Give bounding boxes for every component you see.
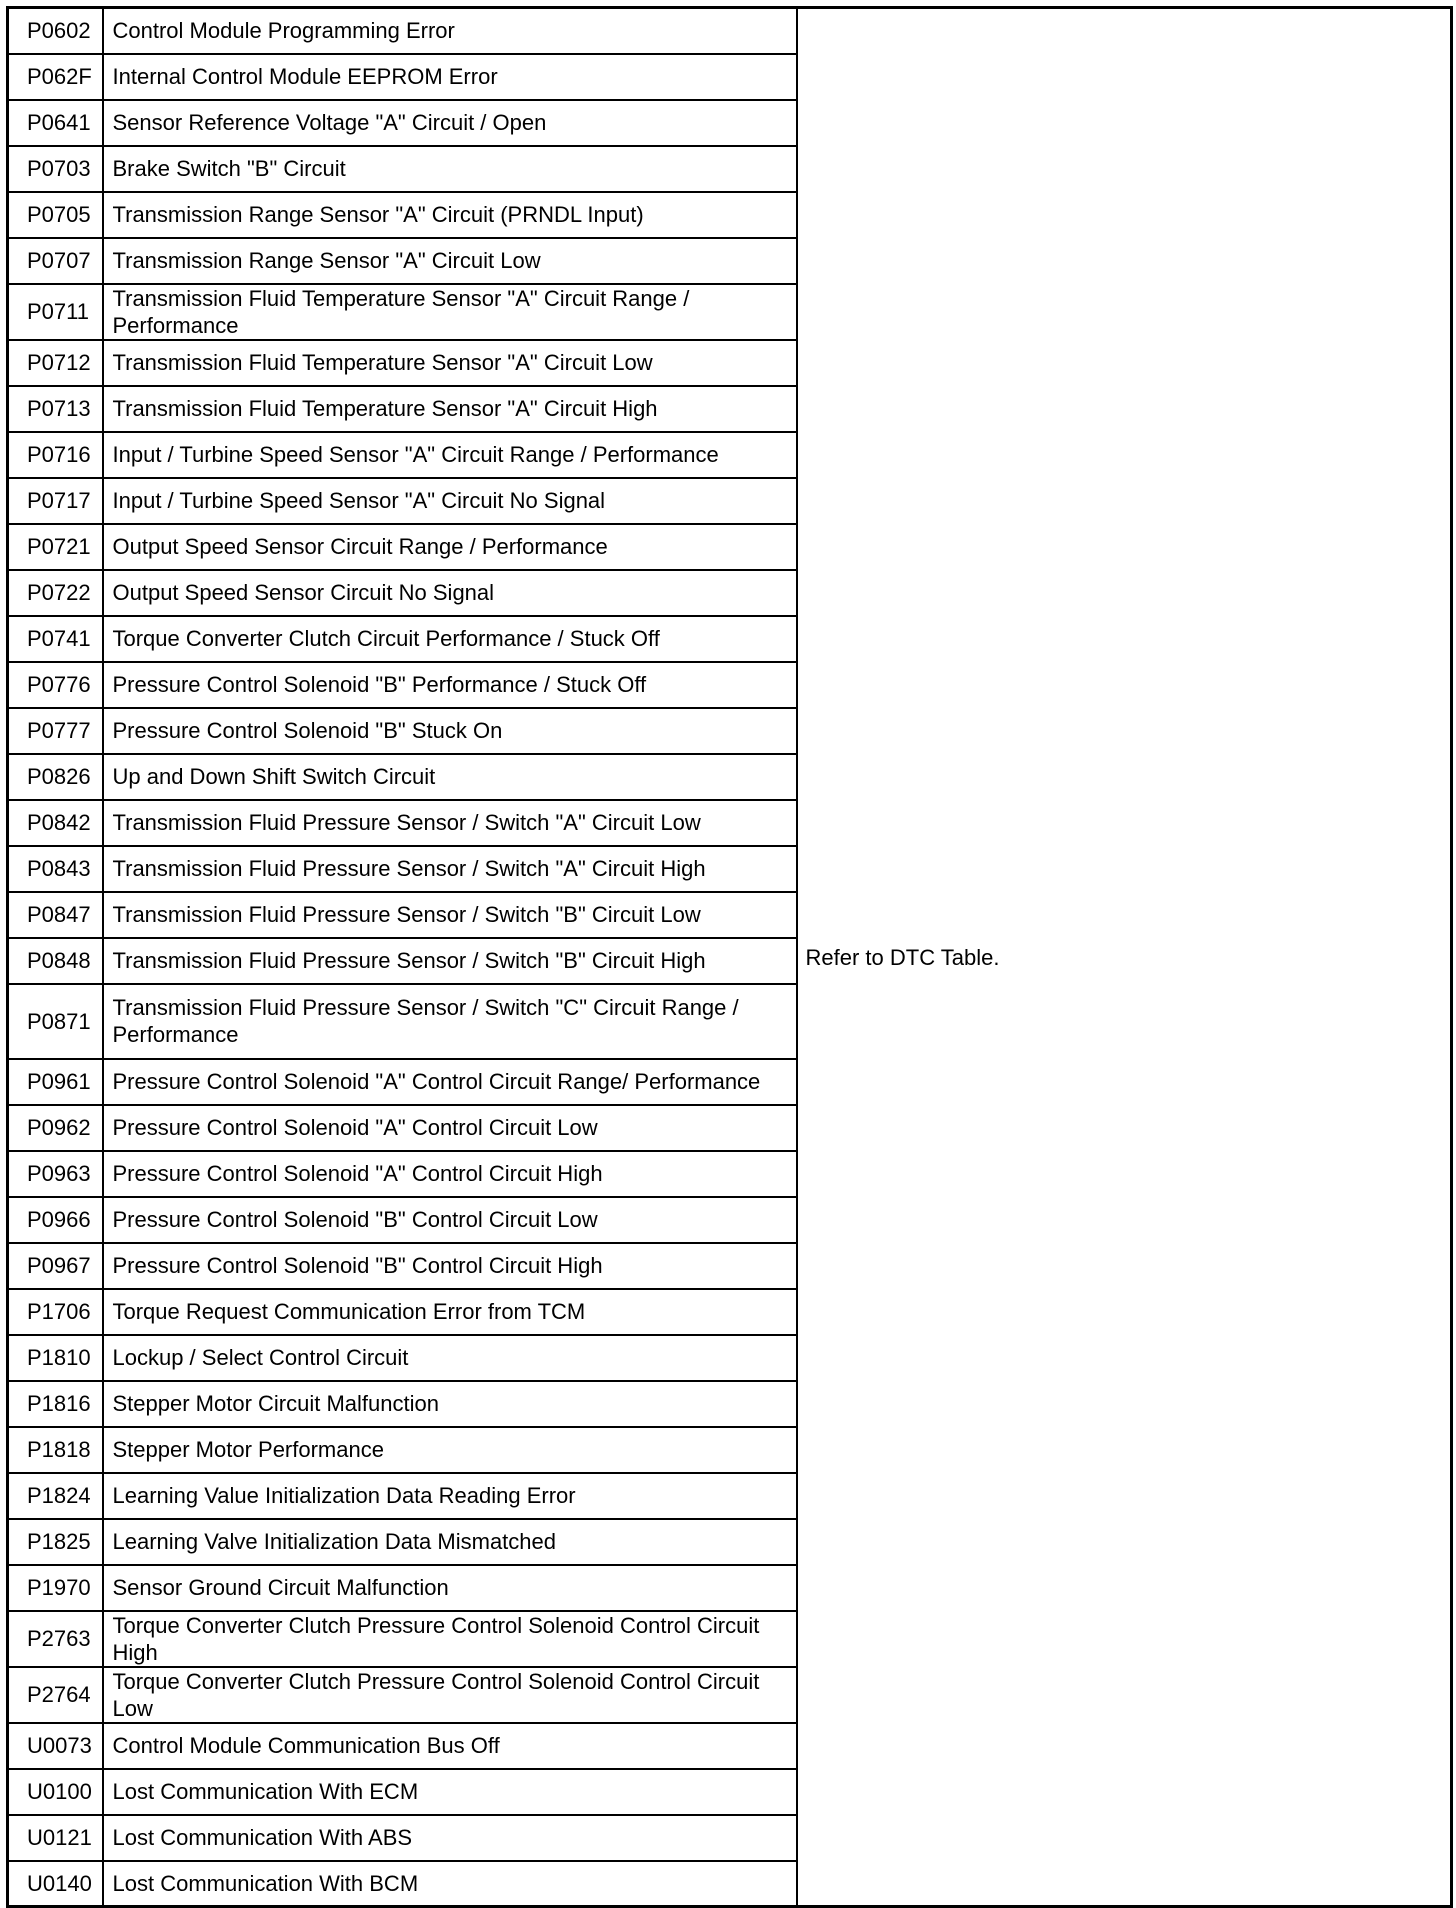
dtc-code-cell: P0716 xyxy=(8,432,103,478)
dtc-description-cell: Torque Converter Clutch Pressure Control Solenoid Control Circuit High xyxy=(103,1611,797,1667)
dtc-code-cell: P0966 xyxy=(8,1197,103,1243)
dtc-code-cell: P0602 xyxy=(8,8,103,54)
dtc-description-cell: Stepper Motor Performance xyxy=(103,1427,797,1473)
dtc-description-cell: Control Module Communication Bus Off xyxy=(103,1723,797,1769)
dtc-code-cell: U0140 xyxy=(8,1861,103,1907)
dtc-code-cell: P0967 xyxy=(8,1243,103,1289)
dtc-code-cell: P2764 xyxy=(8,1667,103,1723)
dtc-code-cell: P0961 xyxy=(8,1059,103,1105)
dtc-description-cell: Pressure Control Solenoid "B" Stuck On xyxy=(103,708,797,754)
dtc-description-cell: Transmission Fluid Temperature Sensor "A" Circuit High xyxy=(103,386,797,432)
dtc-code-cell: P0717 xyxy=(8,478,103,524)
dtc-description-cell: Torque Request Communication Error from TCM xyxy=(103,1289,797,1335)
dtc-code-cell: P0703 xyxy=(8,146,103,192)
dtc-description-cell: Transmission Fluid Pressure Sensor / Switch "A" Circuit Low xyxy=(103,800,797,846)
dtc-description-cell: Control Module Programming Error xyxy=(103,8,797,54)
dtc-code-cell: P0847 xyxy=(8,892,103,938)
dtc-code-cell: P0641 xyxy=(8,100,103,146)
dtc-code-cell: P1706 xyxy=(8,1289,103,1335)
dtc-code-cell: P0777 xyxy=(8,708,103,754)
dtc-description-cell: Lost Communication With ABS xyxy=(103,1815,797,1861)
dtc-description-cell: Transmission Range Sensor "A" Circuit (PRNDL Input) xyxy=(103,192,797,238)
dtc-description-cell: Output Speed Sensor Circuit Range / Performance xyxy=(103,524,797,570)
dtc-description-cell: Pressure Control Solenoid "B" Control Circuit High xyxy=(103,1243,797,1289)
dtc-description-cell: Sensor Ground Circuit Malfunction xyxy=(103,1565,797,1611)
dtc-description-cell: Transmission Fluid Pressure Sensor / Switch "B" Circuit High xyxy=(103,938,797,984)
dtc-description-cell: Torque Converter Clutch Circuit Performance / Stuck Off xyxy=(103,616,797,662)
dtc-code-cell: P0707 xyxy=(8,238,103,284)
dtc-description-cell: Transmission Range Sensor "A" Circuit Low xyxy=(103,238,797,284)
refer-to-dtc-table-text: Refer to DTC Table. xyxy=(805,944,1000,970)
dtc-code-cell: P1818 xyxy=(8,1427,103,1473)
dtc-description-cell: Lost Communication With BCM xyxy=(103,1861,797,1907)
dtc-description-cell: Pressure Control Solenoid "A" Control Circuit Range/ Performance xyxy=(103,1059,797,1105)
dtc-code-cell: P0963 xyxy=(8,1151,103,1197)
dtc-code-cell: P062F xyxy=(8,54,103,100)
dtc-description-cell: Pressure Control Solenoid "B" Performance / Stuck Off xyxy=(103,662,797,708)
dtc-description-cell: Pressure Control Solenoid "B" Control Circuit Low xyxy=(103,1197,797,1243)
dtc-code-cell: P0721 xyxy=(8,524,103,570)
dtc-description-cell: Transmission Fluid Pressure Sensor / Switch "A" Circuit High xyxy=(103,846,797,892)
dtc-code-cell: P0711 xyxy=(8,284,103,340)
dtc-table xyxy=(6,6,1453,1908)
dtc-code-cell: P1816 xyxy=(8,1381,103,1427)
table-row xyxy=(8,8,1452,54)
dtc-code-cell: P0722 xyxy=(8,570,103,616)
dtc-description-cell: Learning Valve Initialization Data Mismatched xyxy=(103,1519,797,1565)
dtc-code-cell: P0842 xyxy=(8,800,103,846)
dtc-description-cell: Pressure Control Solenoid "A" Control Circuit Low xyxy=(103,1105,797,1151)
dtc-code-cell: P0713 xyxy=(8,386,103,432)
dtc-code-cell: U0073 xyxy=(8,1723,103,1769)
dtc-description-cell: Lockup / Select Control Circuit xyxy=(103,1335,797,1381)
dtc-code-cell: P0741 xyxy=(8,616,103,662)
dtc-description-cell: Input / Turbine Speed Sensor "A" Circuit Range / Performance xyxy=(103,432,797,478)
dtc-description-cell: Transmission Fluid Temperature Sensor "A" Circuit Low xyxy=(103,340,797,386)
dtc-code-cell: P1825 xyxy=(8,1519,103,1565)
dtc-code-cell: P0962 xyxy=(8,1105,103,1151)
dtc-code-cell: P0776 xyxy=(8,662,103,708)
action-cell xyxy=(797,8,1452,1907)
dtc-description-cell: Transmission Fluid Pressure Sensor / Switch "B" Circuit Low xyxy=(103,892,797,938)
dtc-table-body xyxy=(8,8,1452,1907)
dtc-description-cell: Output Speed Sensor Circuit No Signal xyxy=(103,570,797,616)
dtc-description-cell: Lost Communication With ECM xyxy=(103,1769,797,1815)
dtc-code-cell: P0712 xyxy=(8,340,103,386)
dtc-code-cell: P1824 xyxy=(8,1473,103,1519)
dtc-code-cell: P1970 xyxy=(8,1565,103,1611)
dtc-code-cell: P0843 xyxy=(8,846,103,892)
dtc-code-cell: P0848 xyxy=(8,938,103,984)
dtc-description-cell: Transmission Fluid Temperature Sensor "A" Circuit Range / Performance xyxy=(103,284,797,340)
dtc-description-cell: Up and Down Shift Switch Circuit xyxy=(103,754,797,800)
dtc-code-cell: P1810 xyxy=(8,1335,103,1381)
dtc-description-cell: Pressure Control Solenoid "A" Control Circuit High xyxy=(103,1151,797,1197)
dtc-description-cell: Learning Value Initialization Data Reading Error xyxy=(103,1473,797,1519)
dtc-description-cell: Internal Control Module EEPROM Error xyxy=(103,54,797,100)
dtc-code-cell: P0826 xyxy=(8,754,103,800)
dtc-code-cell: P0705 xyxy=(8,192,103,238)
dtc-description-cell: Torque Converter Clutch Pressure Control Solenoid Control Circuit Low xyxy=(103,1667,797,1723)
dtc-description-cell: Stepper Motor Circuit Malfunction xyxy=(103,1381,797,1427)
dtc-code-cell: U0100 xyxy=(8,1769,103,1815)
dtc-description-cell: Sensor Reference Voltage "A" Circuit / Open xyxy=(103,100,797,146)
dtc-description-cell: Brake Switch "B" Circuit xyxy=(103,146,797,192)
dtc-code-cell: P0871 xyxy=(8,984,103,1059)
dtc-description-cell: Transmission Fluid Pressure Sensor / Switch "C" Circuit Range / Performance xyxy=(103,984,797,1059)
dtc-description-cell: Input / Turbine Speed Sensor "A" Circuit No Signal xyxy=(103,478,797,524)
dtc-code-cell: U0121 xyxy=(8,1815,103,1861)
dtc-code-cell: P2763 xyxy=(8,1611,103,1667)
